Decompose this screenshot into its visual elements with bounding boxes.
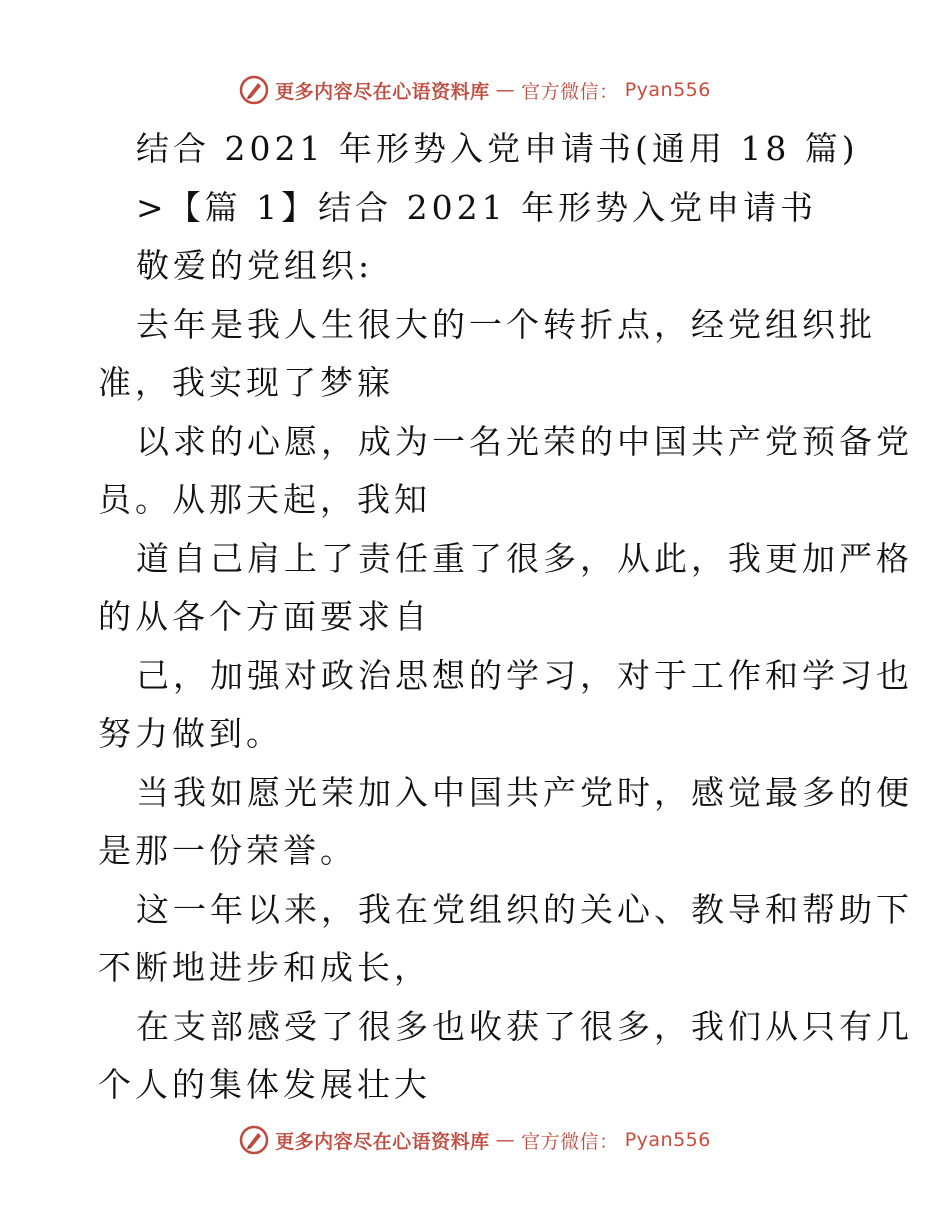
footer-site-text: 更多内容尽在心语资料库	[275, 1130, 490, 1153]
paragraph-line: 不断地进步和成长，	[98, 948, 431, 987]
paragraph-line: 道自己肩上了责任重了很多，从此，我更加严格	[136, 538, 913, 578]
paragraph-line: 是那一份荣誉。	[98, 831, 357, 870]
footer-separator: —	[495, 1129, 516, 1151]
salutation: 敬爱的党组织:	[136, 246, 374, 285]
header-wechat-id: Pyan556	[624, 79, 711, 101]
paragraph-line: 的从各个方面要求自	[98, 597, 431, 636]
paragraph-line: 这一年以来，我在党组织的关心、教导和帮助下	[136, 889, 913, 929]
pen-logo-icon	[239, 1125, 269, 1155]
paragraph-line: 努力做到。	[98, 714, 283, 753]
pen-logo-icon	[239, 75, 269, 105]
header-separator: —	[495, 79, 516, 101]
paragraph-line: 个人的集体发展壮大	[98, 1065, 431, 1104]
document-title: 结合 2021 年形势入党申请书(通用 18 篇)	[136, 129, 859, 168]
paragraph-line: 以求的心愿，成为一名光荣的中国共产党预备党	[136, 421, 913, 461]
paragraph-line: 准，我实现了梦寐	[98, 363, 394, 402]
section-heading: >【篇 1】结合 2021 年形势入党申请书	[136, 187, 818, 227]
footer-wechat-id: Pyan556	[624, 1129, 711, 1151]
paragraph-line: 员。从那天起，我知	[98, 480, 431, 519]
footer-wechat-label: 官方微信：	[521, 1130, 619, 1153]
paragraph-line: 己，加强对政治思想的学习，对于工作和学习也	[136, 655, 913, 695]
paragraph-line: 当我如愿光荣加入中国共产党时，感觉最多的便	[136, 772, 913, 812]
header-banner	[0, 70, 950, 110]
paragraph-line: 在支部感受了很多也收获了很多，我们从只有几	[136, 1006, 913, 1046]
header-wechat-label: 官方微信：	[521, 80, 619, 103]
paragraph-line: 去年是我人生很大的一个转折点，经党组织批	[136, 304, 876, 344]
document-body	[98, 120, 913, 1115]
header-site-text: 更多内容尽在心语资料库	[275, 80, 490, 103]
footer-banner	[0, 1120, 950, 1160]
